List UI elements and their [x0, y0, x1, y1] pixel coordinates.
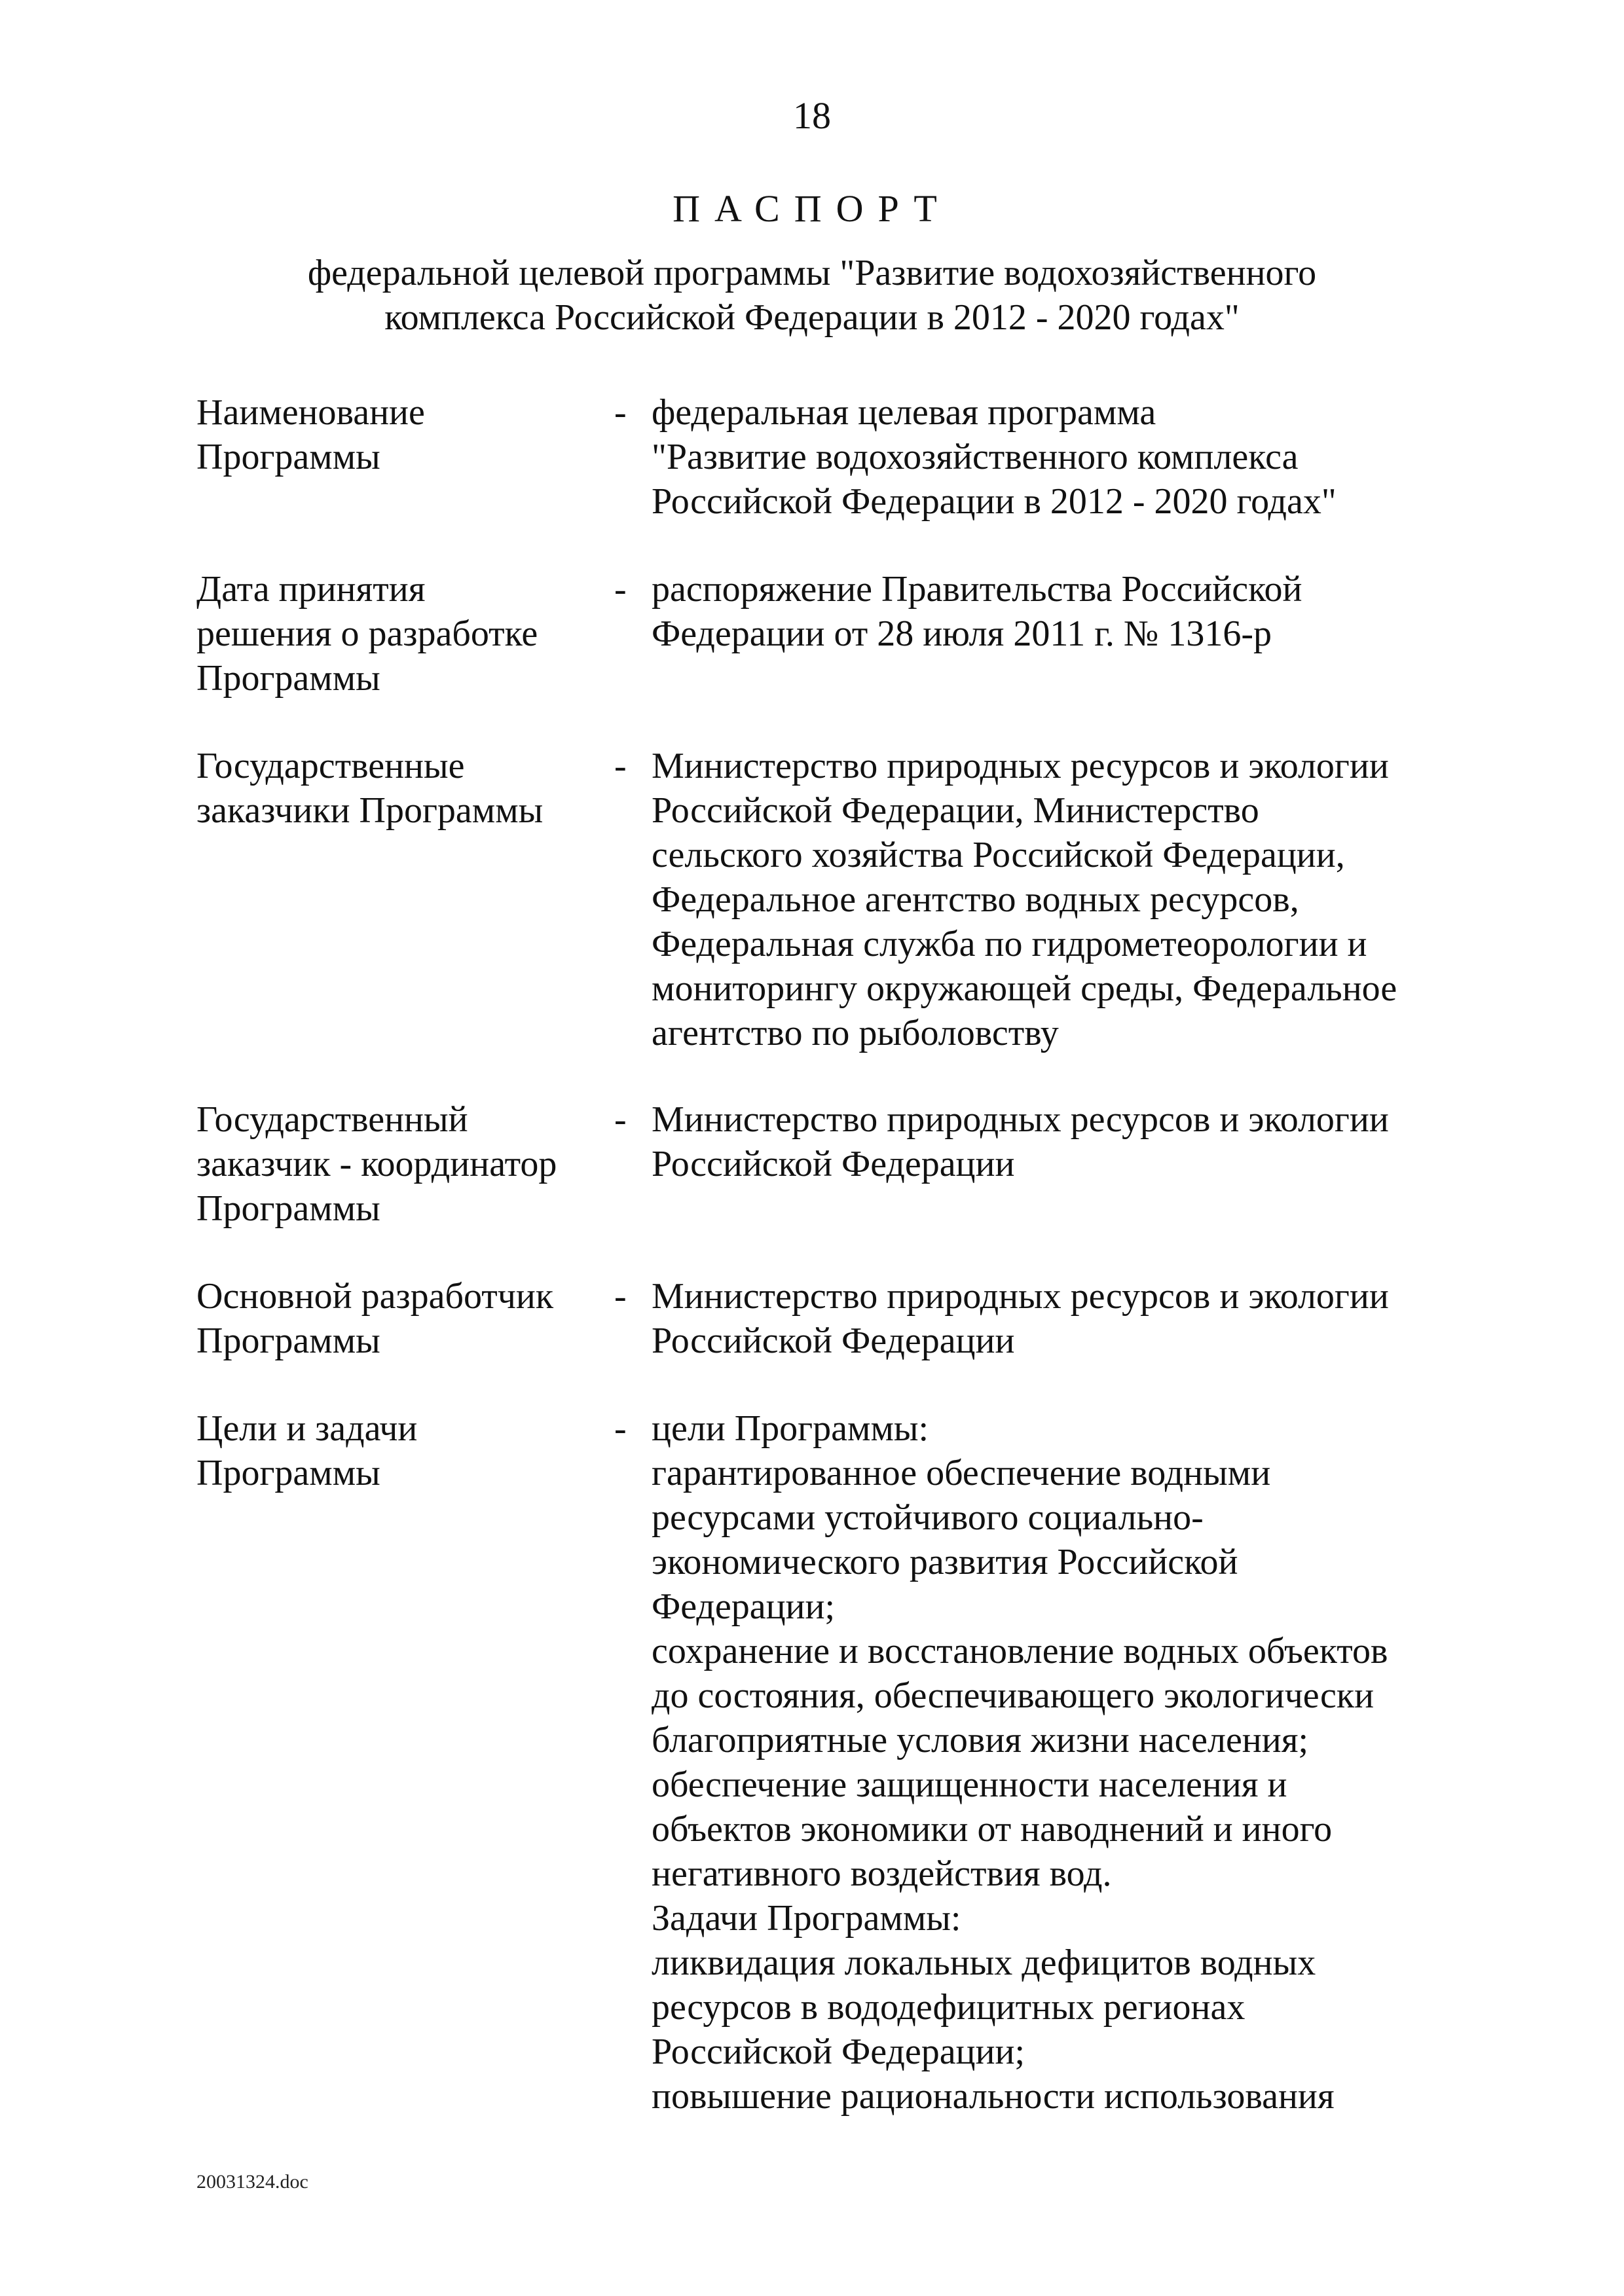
row-value — [652, 567, 1503, 656]
value-line: объектов экономики от наводнений и иного — [652, 1809, 1333, 1850]
value-line: ресурсами устойчивого социально- — [652, 1497, 1204, 1538]
page-number: 18 — [793, 94, 831, 137]
row-dash: - — [614, 1276, 627, 1317]
label-line: Программы — [196, 437, 380, 477]
label-line: решения о разработке — [196, 613, 538, 654]
label-line: Программы — [196, 658, 380, 699]
value-line: Министерство природных ресурсов и экологии — [652, 746, 1389, 786]
value-line: ликвидация локальных дефицитов водных — [652, 1942, 1316, 1983]
label-line: Программы — [196, 1188, 380, 1229]
value-line: повышение рациональности использования — [652, 2076, 1335, 2117]
row-label — [196, 390, 602, 479]
row-value — [652, 1274, 1503, 1363]
subtitle-line: федеральной целевой программы "Развитие водохозяйственного — [307, 253, 1317, 293]
value-line: Российской Федерации — [652, 1321, 1015, 1361]
value-line: Задачи Программы: — [652, 1898, 961, 1939]
value-line: мониторингу окружающей среды, Федеральное — [652, 968, 1397, 1009]
label-line: Программы — [196, 1321, 380, 1361]
document-title: ПАСПОРТ — [673, 187, 951, 230]
value-line: Российской Федерации — [652, 1144, 1015, 1184]
value-line: обеспечение защищенности населения и — [652, 1764, 1287, 1805]
label-line: Дата принятия — [196, 569, 426, 610]
value-line: до состояния, обеспечивающего экологически — [652, 1675, 1375, 1716]
row-dash: - — [614, 1408, 627, 1449]
row-dash: - — [614, 392, 627, 433]
value-line: Российской Федерации в 2012 - 2020 годах" — [652, 481, 1337, 522]
value-line: Министерство природных ресурсов и экологии — [652, 1099, 1389, 1140]
value-line: благоприятные условия жизни населения; — [652, 1720, 1309, 1760]
value-line: Федерации; — [652, 1586, 836, 1627]
value-line: гарантированное обеспечение водными — [652, 1453, 1271, 1493]
value-line: Федеральное агентство водных ресурсов, — [652, 879, 1299, 920]
value-line: цели Программы: — [652, 1408, 929, 1449]
label-line: Государственные — [196, 746, 465, 786]
value-line: Федерации от 28 июля 2011 г. № 1316-р — [652, 613, 1272, 654]
value-line: Министерство природных ресурсов и экологии — [652, 1276, 1389, 1317]
label-line: заказчик - координатор — [196, 1144, 557, 1184]
label-line: заказчики Программы — [196, 790, 544, 831]
row-label — [196, 744, 602, 833]
row-dash: - — [614, 746, 627, 786]
value-line: сохранение и восстановление водных объектов — [652, 1631, 1388, 1671]
row-label — [196, 1097, 602, 1231]
row-label — [196, 1274, 602, 1363]
value-line: Российской Федерации; — [652, 2032, 1025, 2072]
document-file-code: 20031324.doc — [196, 2171, 308, 2193]
value-line: сельского хозяйства Российской Федерации, — [652, 835, 1345, 875]
value-line: агентство по рыболовству — [652, 1013, 1059, 1053]
label-line: Цели и задачи — [196, 1408, 418, 1449]
label-line: Программы — [196, 1453, 380, 1493]
row-label — [196, 1406, 602, 1495]
row-value — [652, 1097, 1503, 1186]
document-subtitle — [0, 251, 1624, 340]
label-line: Наименование — [196, 392, 425, 433]
row-dash: - — [614, 1099, 627, 1140]
value-line: распоряжение Правительства Российской — [652, 569, 1302, 610]
label-line: Основной разработчик — [196, 1276, 554, 1317]
value-line: федеральная целевая программа — [652, 392, 1156, 433]
row-label — [196, 567, 602, 701]
row-value — [652, 1406, 1503, 2119]
value-line: экономического развития Российской — [652, 1542, 1238, 1582]
row-dash: - — [614, 569, 627, 610]
value-line: Российской Федерации, Министерство — [652, 790, 1259, 831]
value-line: негативного воздействия вод. — [652, 1853, 1112, 1894]
row-value — [652, 390, 1503, 524]
value-line: "Развитие водохозяйственного комплекса — [652, 437, 1299, 477]
row-value — [652, 744, 1503, 1055]
value-line: Федеральная служба по гидрометеорологии и — [652, 924, 1367, 964]
label-line: Государственный — [196, 1099, 468, 1140]
value-line: ресурсов в вододефицитных регионах — [652, 1987, 1246, 2028]
subtitle-line: комплекса Российской Федерации в 2012 - 2020 годах" — [384, 297, 1240, 338]
